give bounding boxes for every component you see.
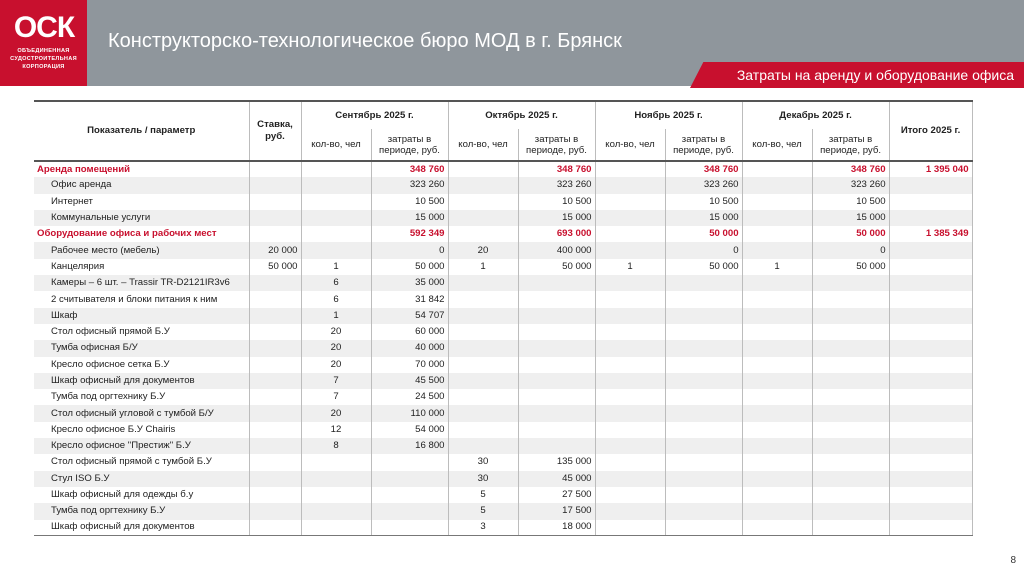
cell-qty: 20 <box>301 340 371 356</box>
row-label: Шкаф офисный для одежды б.у <box>34 487 249 503</box>
cell-qty <box>742 471 812 487</box>
cell-cost <box>665 422 742 438</box>
cell-qty: 30 <box>448 454 518 470</box>
cell-qty <box>448 226 518 242</box>
cell-cost <box>812 373 889 389</box>
cell-qty <box>448 438 518 454</box>
row-label: 2 считывателя и блоки питания к ним <box>34 291 249 307</box>
cell-qty <box>301 226 371 242</box>
table-row <box>34 503 972 519</box>
cell-qty: 1 <box>301 308 371 324</box>
cell-qty <box>595 308 665 324</box>
cell-cost <box>812 520 889 536</box>
row-label: Офис аренда <box>34 177 249 193</box>
row-rate: 50 000 <box>249 259 301 275</box>
cell-cost: 348 760 <box>812 161 889 177</box>
table-row <box>34 291 972 307</box>
cell-cost: 323 260 <box>518 177 595 193</box>
table-row <box>34 405 972 421</box>
cell-cost: 0 <box>665 242 742 258</box>
cell-cost: 15 000 <box>518 210 595 226</box>
row-rate <box>249 340 301 356</box>
cell-cost: 400 000 <box>518 242 595 258</box>
row-rate <box>249 177 301 193</box>
cell-qty <box>742 242 812 258</box>
cost-table <box>34 100 973 536</box>
cell-cost: 348 760 <box>371 161 448 177</box>
cell-qty <box>595 405 665 421</box>
cell-cost <box>665 308 742 324</box>
cell-cost <box>371 471 448 487</box>
table-row <box>34 275 972 291</box>
row-total <box>889 259 972 275</box>
cell-cost <box>812 503 889 519</box>
cell-qty <box>448 373 518 389</box>
row-label: Шкаф <box>34 308 249 324</box>
section-row <box>34 161 972 177</box>
cell-qty <box>448 405 518 421</box>
row-rate <box>249 226 301 242</box>
row-total <box>889 357 972 373</box>
cell-cost <box>665 275 742 291</box>
cell-cost <box>371 503 448 519</box>
cell-qty <box>742 422 812 438</box>
table-row <box>34 340 972 356</box>
table-body <box>34 161 972 536</box>
cell-qty: 7 <box>301 373 371 389</box>
row-label: Рабочее место (мебель) <box>34 242 249 258</box>
cell-cost: 60 000 <box>371 324 448 340</box>
cell-qty <box>742 503 812 519</box>
table-row <box>34 357 972 373</box>
row-rate <box>249 275 301 291</box>
cell-cost <box>371 520 448 536</box>
row-label: Камеры – 6 шт. – Trassir TR-D2121IR3v6 <box>34 275 249 291</box>
cell-cost: 27 500 <box>518 487 595 503</box>
cell-cost <box>812 438 889 454</box>
table-row <box>34 210 972 226</box>
cell-qty <box>595 520 665 536</box>
row-total <box>889 275 972 291</box>
cell-qty <box>742 324 812 340</box>
row-rate <box>249 471 301 487</box>
cell-qty <box>742 373 812 389</box>
row-total <box>889 291 972 307</box>
cell-qty <box>448 308 518 324</box>
cell-qty <box>595 226 665 242</box>
cell-qty: 6 <box>301 275 371 291</box>
sub-qty: кол-во, чел <box>742 129 812 161</box>
cell-qty: 5 <box>448 487 518 503</box>
cell-cost: 50 000 <box>665 259 742 275</box>
row-label: Тумба офисная Б/У <box>34 340 249 356</box>
header-total: Итого 2025 г. <box>889 101 972 161</box>
cell-qty <box>301 242 371 258</box>
cell-qty <box>742 520 812 536</box>
cell-cost <box>518 405 595 421</box>
row-label: Стол офисный прямой с тумбой Б.У <box>34 454 249 470</box>
table-row <box>34 438 972 454</box>
cell-cost: 10 500 <box>665 194 742 210</box>
cell-qty <box>742 405 812 421</box>
cell-qty <box>742 291 812 307</box>
cell-cost: 45 000 <box>518 471 595 487</box>
row-total <box>889 308 972 324</box>
sub-qty: кол-во, чел <box>448 129 518 161</box>
cell-qty: 12 <box>301 422 371 438</box>
page-number: 8 <box>1010 555 1016 566</box>
cell-cost: 35 000 <box>371 275 448 291</box>
row-label: Оборудование офиса и рабочих мест <box>34 226 249 242</box>
row-total <box>889 438 972 454</box>
cell-cost <box>518 291 595 307</box>
cell-qty: 3 <box>448 520 518 536</box>
header-month-oct: Октябрь 2025 г. <box>448 101 595 129</box>
cell-qty: 5 <box>448 503 518 519</box>
cell-qty <box>301 161 371 177</box>
cell-qty <box>595 324 665 340</box>
company-logo <box>0 0 87 86</box>
cell-cost: 15 000 <box>812 210 889 226</box>
cell-qty <box>301 471 371 487</box>
row-rate <box>249 194 301 210</box>
row-rate <box>249 291 301 307</box>
row-rate <box>249 503 301 519</box>
cell-qty: 8 <box>301 438 371 454</box>
row-label: Стол офисный угловой с тумбой Б/У <box>34 405 249 421</box>
cell-qty <box>595 454 665 470</box>
row-rate <box>249 454 301 470</box>
cell-cost <box>518 340 595 356</box>
cell-cost: 70 000 <box>371 357 448 373</box>
table-row <box>34 454 972 470</box>
row-total <box>889 471 972 487</box>
cell-qty <box>742 389 812 405</box>
row-rate <box>249 405 301 421</box>
table-row <box>34 389 972 405</box>
cell-qty <box>742 487 812 503</box>
cell-cost <box>665 324 742 340</box>
cell-qty <box>595 389 665 405</box>
cell-qty <box>742 357 812 373</box>
cell-cost <box>665 520 742 536</box>
cell-cost <box>518 389 595 405</box>
cell-cost: 0 <box>812 242 889 258</box>
cell-qty <box>595 275 665 291</box>
cell-cost <box>665 340 742 356</box>
cell-cost <box>665 438 742 454</box>
cell-cost <box>812 291 889 307</box>
cell-qty <box>742 226 812 242</box>
cell-qty <box>448 324 518 340</box>
cell-qty <box>595 242 665 258</box>
cell-cost: 693 000 <box>518 226 595 242</box>
cell-cost: 54 000 <box>371 422 448 438</box>
cell-cost: 10 500 <box>371 194 448 210</box>
cell-qty <box>448 389 518 405</box>
cell-qty <box>742 210 812 226</box>
cell-cost: 50 000 <box>371 259 448 275</box>
cell-qty <box>448 194 518 210</box>
cell-cost <box>812 308 889 324</box>
row-total <box>889 422 972 438</box>
cell-cost: 0 <box>371 242 448 258</box>
cell-qty <box>595 422 665 438</box>
table-row <box>34 242 972 258</box>
cell-qty <box>742 161 812 177</box>
row-label: Кресло офисное "Престиж" Б.У <box>34 438 249 454</box>
cell-qty: 20 <box>301 357 371 373</box>
table-row <box>34 373 972 389</box>
cell-qty <box>742 308 812 324</box>
cell-cost: 50 000 <box>812 226 889 242</box>
cell-qty <box>448 177 518 193</box>
table-row <box>34 259 972 275</box>
slide-title: Конструкторско-технологическое бюро МОД в г. Брянск <box>108 30 622 52</box>
logo-caption: ОБЪЕДИНЕННАЯ СУДОСТРОИТЕЛЬНАЯ КОРПОРАЦИЯ <box>10 48 77 70</box>
cell-cost <box>812 471 889 487</box>
cell-cost: 348 760 <box>665 161 742 177</box>
row-total <box>889 177 972 193</box>
cell-cost: 17 500 <box>518 503 595 519</box>
cell-cost: 348 760 <box>518 161 595 177</box>
cell-cost: 40 000 <box>371 340 448 356</box>
cell-cost <box>812 324 889 340</box>
cell-qty <box>742 438 812 454</box>
cell-qty <box>742 177 812 193</box>
cell-qty: 30 <box>448 471 518 487</box>
cell-cost <box>665 405 742 421</box>
header-rate: Ставка, руб. <box>249 101 301 161</box>
table-row <box>34 308 972 324</box>
cell-qty <box>448 422 518 438</box>
row-rate <box>249 373 301 389</box>
table-row <box>34 487 972 503</box>
section-row <box>34 226 972 242</box>
row-rate <box>249 422 301 438</box>
cell-cost <box>518 422 595 438</box>
row-total <box>889 503 972 519</box>
cell-cost: 10 500 <box>518 194 595 210</box>
row-label: Кресло офисное сетка Б.У <box>34 357 249 373</box>
cell-qty <box>595 438 665 454</box>
row-label: Коммунальные услуги <box>34 210 249 226</box>
sub-cost: затраты в периоде, руб. <box>665 129 742 161</box>
header-month-nov: Ноябрь 2025 г. <box>595 101 742 129</box>
row-rate <box>249 161 301 177</box>
cell-cost <box>518 357 595 373</box>
cell-cost <box>518 373 595 389</box>
cell-cost <box>812 487 889 503</box>
cell-cost <box>812 340 889 356</box>
row-total <box>889 520 972 536</box>
cell-qty <box>448 357 518 373</box>
cell-qty: 20 <box>301 405 371 421</box>
row-total <box>889 194 972 210</box>
cell-cost <box>665 357 742 373</box>
table-row <box>34 177 972 193</box>
cell-cost: 323 260 <box>812 177 889 193</box>
cell-qty <box>595 291 665 307</box>
row-rate <box>249 487 301 503</box>
row-label: Шкаф офисный для документов <box>34 373 249 389</box>
cell-qty <box>595 161 665 177</box>
cell-cost <box>518 308 595 324</box>
row-rate: 20 000 <box>249 242 301 258</box>
cell-cost <box>518 438 595 454</box>
cell-qty <box>595 487 665 503</box>
cell-qty <box>595 373 665 389</box>
cell-qty <box>301 454 371 470</box>
cell-cost <box>371 487 448 503</box>
cell-cost <box>518 324 595 340</box>
cell-cost: 323 260 <box>371 177 448 193</box>
logo-mark: ОСК <box>13 11 75 44</box>
row-label: Стол офисный прямой Б.У <box>34 324 249 340</box>
cell-cost: 16 800 <box>371 438 448 454</box>
cell-qty: 1 <box>448 259 518 275</box>
cell-qty <box>301 177 371 193</box>
sub-cost: затраты в периоде, руб. <box>371 129 448 161</box>
row-rate <box>249 357 301 373</box>
cell-cost <box>665 487 742 503</box>
sub-cost: затраты в периоде, руб. <box>518 129 595 161</box>
cell-cost <box>812 357 889 373</box>
cell-qty <box>595 471 665 487</box>
cell-qty: 1 <box>742 259 812 275</box>
cell-cost: 110 000 <box>371 405 448 421</box>
cell-cost <box>812 454 889 470</box>
row-total <box>889 324 972 340</box>
cell-cost <box>812 405 889 421</box>
cell-cost <box>665 373 742 389</box>
cell-qty: 20 <box>301 324 371 340</box>
cell-qty <box>742 275 812 291</box>
row-total: 1 395 040 <box>889 161 972 177</box>
cell-cost <box>665 471 742 487</box>
cell-qty <box>742 340 812 356</box>
row-rate <box>249 210 301 226</box>
table-row <box>34 471 972 487</box>
cell-qty <box>595 210 665 226</box>
cell-cost: 31 842 <box>371 291 448 307</box>
cell-cost <box>665 503 742 519</box>
cell-qty: 1 <box>595 259 665 275</box>
cell-cost: 15 000 <box>665 210 742 226</box>
cell-qty: 7 <box>301 389 371 405</box>
cell-qty <box>742 454 812 470</box>
cell-cost: 54 707 <box>371 308 448 324</box>
row-total <box>889 454 972 470</box>
cell-qty <box>595 357 665 373</box>
cell-cost <box>518 275 595 291</box>
cell-qty <box>301 194 371 210</box>
cell-qty: 6 <box>301 291 371 307</box>
row-total <box>889 405 972 421</box>
cell-qty <box>595 177 665 193</box>
cell-cost <box>371 454 448 470</box>
cell-qty <box>595 503 665 519</box>
table-row <box>34 324 972 340</box>
cell-qty <box>301 520 371 536</box>
row-total <box>889 487 972 503</box>
cell-qty <box>301 487 371 503</box>
header-indicator: Показатель / параметр <box>34 101 249 161</box>
cell-qty <box>448 275 518 291</box>
cell-cost: 592 349 <box>371 226 448 242</box>
header-month-dec: Декабрь 2025 г. <box>742 101 889 129</box>
cell-cost: 18 000 <box>518 520 595 536</box>
cell-cost: 15 000 <box>371 210 448 226</box>
cell-cost <box>665 291 742 307</box>
cell-cost: 50 000 <box>812 259 889 275</box>
cell-qty <box>448 161 518 177</box>
cell-cost <box>812 389 889 405</box>
row-total <box>889 389 972 405</box>
row-label: Тумба под оргтехнику Б.У <box>34 389 249 405</box>
sub-qty: кол-во, чел <box>301 129 371 161</box>
row-total: 1 385 349 <box>889 226 972 242</box>
table-row <box>34 520 972 536</box>
row-label: Интернет <box>34 194 249 210</box>
cell-qty <box>595 340 665 356</box>
cell-qty <box>301 210 371 226</box>
header-month-sep: Сентябрь 2025 г. <box>301 101 448 129</box>
slide-subtitle: Затраты на аренду и оборудование офиса <box>736 67 1014 83</box>
cell-cost: 10 500 <box>812 194 889 210</box>
row-total <box>889 210 972 226</box>
row-label: Тумба под оргтехнику Б.У <box>34 503 249 519</box>
row-rate <box>249 389 301 405</box>
sub-qty: кол-во, чел <box>595 129 665 161</box>
row-label: Кресло офисное Б.У Chairis <box>34 422 249 438</box>
cell-qty <box>448 291 518 307</box>
cell-qty: 1 <box>301 259 371 275</box>
cell-qty <box>595 194 665 210</box>
row-label: Шкаф офисный для документов <box>34 520 249 536</box>
row-rate <box>249 324 301 340</box>
cell-cost <box>665 454 742 470</box>
row-rate <box>249 438 301 454</box>
row-label: Аренда помещений <box>34 161 249 177</box>
cell-cost: 24 500 <box>371 389 448 405</box>
table-row <box>34 194 972 210</box>
row-label: Канцелярия <box>34 259 249 275</box>
cell-cost <box>812 422 889 438</box>
row-total <box>889 373 972 389</box>
cell-qty <box>742 194 812 210</box>
row-total <box>889 242 972 258</box>
cell-cost: 45 500 <box>371 373 448 389</box>
cell-cost: 50 000 <box>518 259 595 275</box>
sub-cost: затраты в периоде, руб. <box>812 129 889 161</box>
cell-qty <box>448 210 518 226</box>
cell-cost <box>812 275 889 291</box>
cell-qty <box>301 503 371 519</box>
cell-qty: 20 <box>448 242 518 258</box>
cell-cost: 50 000 <box>665 226 742 242</box>
cell-cost: 135 000 <box>518 454 595 470</box>
row-rate <box>249 308 301 324</box>
row-label: Стул ISO Б.У <box>34 471 249 487</box>
cell-qty <box>448 340 518 356</box>
row-rate <box>249 520 301 536</box>
row-total <box>889 340 972 356</box>
table-row <box>34 422 972 438</box>
cell-cost <box>665 389 742 405</box>
cell-cost: 323 260 <box>665 177 742 193</box>
